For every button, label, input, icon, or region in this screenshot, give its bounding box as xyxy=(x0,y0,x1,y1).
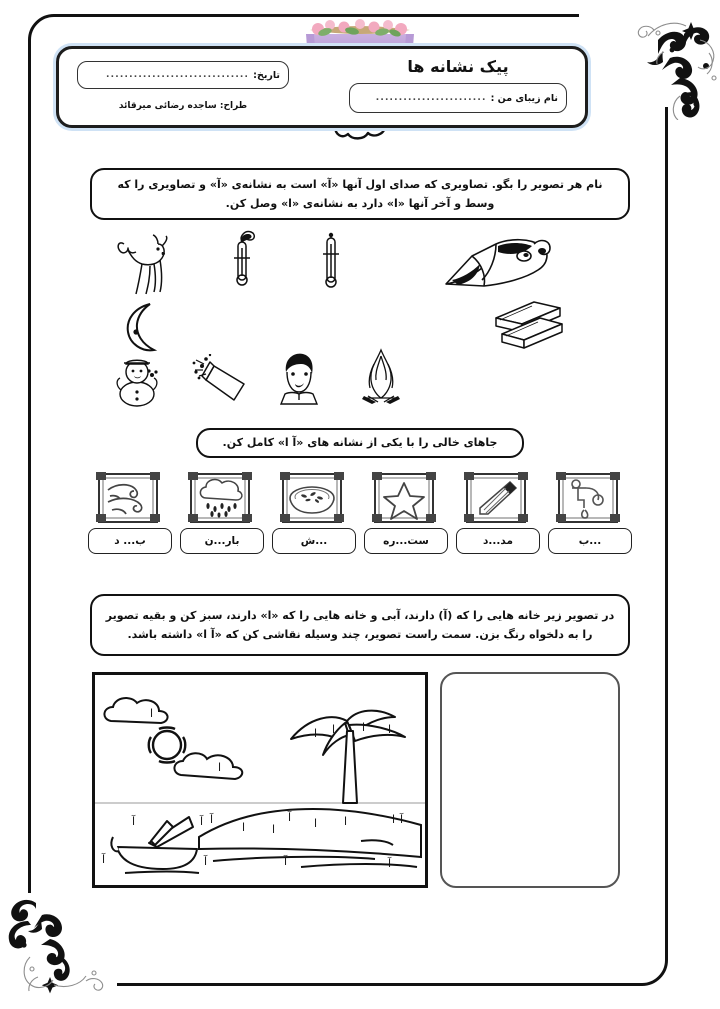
deer-picture[interactable] xyxy=(110,232,170,302)
header-card xyxy=(56,46,588,128)
picture-frame xyxy=(276,470,348,526)
fill-blank-row xyxy=(88,470,632,572)
student-name-field[interactable] xyxy=(349,83,567,113)
svg-text:ا: ا xyxy=(331,723,335,736)
instruction-box-2: جاهای خالی را با یکی از نشانه های «آ ا» کامل کن. xyxy=(196,428,524,458)
picture-frame xyxy=(184,470,256,526)
picture-frame xyxy=(552,470,624,526)
star-icon xyxy=(384,483,424,519)
star-item[interactable] xyxy=(364,470,448,570)
picture-frame xyxy=(368,470,440,526)
instruction-box-3: در تصویر زیر خانه هایی را که (آ) دارند، آبی و خانه هایی را که «ا» دارند، سبز کن و بقیه تصویر را به دلخواه رنگ بزن. سمت راست تصویر، چند وسیله نقاشی کن که «آ ا» داشته باشد. xyxy=(90,594,630,656)
spilling-glass-picture[interactable] xyxy=(190,354,252,408)
svg-text:آ: آ xyxy=(387,857,391,870)
bear-picture[interactable] xyxy=(438,232,558,298)
drawing-area[interactable] xyxy=(440,672,620,888)
soup-item[interactable] xyxy=(272,470,356,570)
instruction-box-1: نام هر تصویر را بگو. تصاویری که صدای اول آنها «آ» است به نشانه‌ی «آ» و تصاویری را که وسط و آخر آنها «ا» دارد به نشانه‌ی «ا» وصل کن. xyxy=(90,168,630,220)
boy-face-picture[interactable] xyxy=(275,350,323,410)
svg-text:آ: آ xyxy=(199,815,203,828)
fill-label: ...ب xyxy=(548,528,632,554)
thermometer-picture[interactable] xyxy=(320,232,342,298)
thermometer2-picture[interactable] xyxy=(227,228,259,298)
books-picture[interactable] xyxy=(490,296,566,356)
wind-icon xyxy=(108,485,142,514)
fill-label: ...ش xyxy=(272,528,356,554)
fill-label: ب... د xyxy=(88,528,172,554)
rain-item[interactable] xyxy=(180,470,264,570)
date-label: تاریخ: xyxy=(253,69,280,81)
fill-label: ست...ره xyxy=(364,528,448,554)
pencil-icon xyxy=(480,482,516,514)
fire-picture[interactable] xyxy=(358,346,404,412)
svg-text:آ: آ xyxy=(101,853,105,866)
scene-letter-a: ا xyxy=(217,761,221,774)
page-title: پیک نشانه ها xyxy=(407,57,509,76)
svg-text:آ: آ xyxy=(287,811,291,824)
svg-text:آ: آ xyxy=(131,815,135,828)
picture-gallery xyxy=(90,228,630,418)
svg-text:ا: ا xyxy=(343,815,347,828)
coloring-scene[interactable] xyxy=(92,672,428,888)
svg-text:آ: آ xyxy=(209,813,213,826)
svg-text:ا: ا xyxy=(313,727,317,740)
snowman-picture[interactable] xyxy=(112,350,162,412)
student-name-dots: ........................ xyxy=(375,93,487,103)
svg-text:آ: آ xyxy=(399,813,403,826)
svg-text:ا: ا xyxy=(313,817,317,830)
designer-credit: طراح: ساجده رضائی میرقائد xyxy=(118,101,248,111)
date-dots: ............................... xyxy=(105,70,250,80)
picture-frame xyxy=(92,470,164,526)
svg-text:ا: ا xyxy=(361,721,365,734)
faucet-icon xyxy=(572,480,603,518)
fill-label: مد...د xyxy=(456,528,540,554)
svg-text:ا: ا xyxy=(241,821,245,834)
picture-frame xyxy=(460,470,532,526)
svg-text:ا: ا xyxy=(271,823,275,836)
rain-cloud-icon xyxy=(200,480,242,518)
svg-text:ا: ا xyxy=(391,813,395,826)
scene-letter-aa: ا xyxy=(149,707,153,720)
svg-text:آ: آ xyxy=(283,855,287,868)
frame-gap-top-right xyxy=(579,11,671,107)
fill-label: بار...ن xyxy=(180,528,264,554)
student-name-label: نام زیبای من : xyxy=(490,92,558,104)
svg-text:ا: ا xyxy=(387,723,391,736)
soup-bowl-icon xyxy=(290,487,334,513)
water-tap-item[interactable] xyxy=(548,470,632,570)
pencil-item[interactable] xyxy=(456,470,540,570)
wind-item[interactable] xyxy=(88,470,172,570)
frame-gap-bottom-left xyxy=(25,893,117,989)
date-field[interactable] xyxy=(77,61,289,89)
svg-text:آ: آ xyxy=(203,855,207,868)
